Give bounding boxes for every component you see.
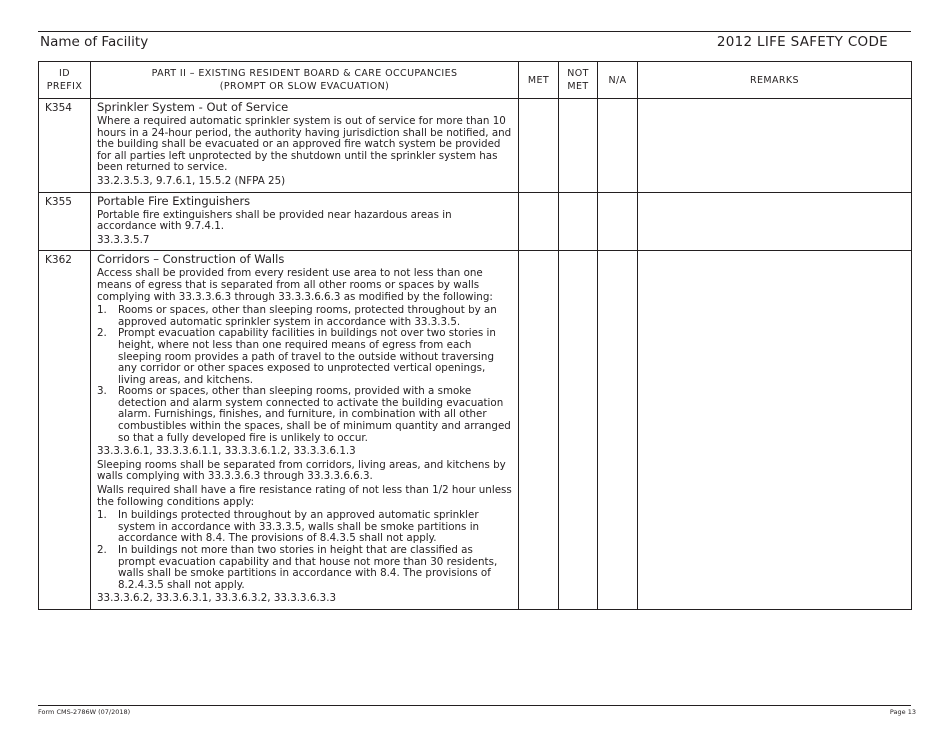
numbered-list [97, 305, 512, 444]
code-reference: 33.3.3.5.7 [97, 233, 150, 246]
checklist-table [38, 61, 912, 610]
remarks-cell[interactable] [638, 99, 912, 193]
code-reference: 33.3.3.6.2, 33.3.6.3.1, 33.3.6.3.2, 33.3.3.6.3.3 [97, 592, 337, 605]
page-number: Page 13 [889, 708, 916, 716]
requirement-text: Walls required shall have a fire resistance rating of not less than 1/2 hour unless the following conditions apply: [97, 484, 512, 508]
table-row [39, 99, 912, 193]
list-item [97, 305, 512, 328]
row-description [91, 251, 519, 610]
list-item-text: Prompt evacuation capability facilities in buildings not over two stories in height, where not less than one required means of egress from each sleeping room provides a path of travel to the outside without traversing any corridor or other spaces exposed to unprotected vertical openings, living areas, and kitchens. [118, 327, 496, 386]
list-item [97, 510, 512, 545]
remarks-cell[interactable] [638, 192, 912, 251]
list-item-number: 3. [97, 385, 107, 398]
not-met-cell[interactable] [559, 251, 598, 610]
col-remarks: REMARKS [638, 62, 912, 99]
row-title: Sprinkler System - Out of Service [97, 100, 289, 114]
facility-name-label: Name of Facility [40, 34, 149, 50]
header-row [39, 62, 912, 99]
list-item-number: 1. [97, 509, 107, 522]
code-reference: 33.2.3.5.3, 9.7.6.1, 15.5.2 (NFPA 25) [97, 174, 286, 187]
na-cell[interactable] [598, 251, 638, 610]
code-title: 2012 LIFE SAFETY CODE [716, 34, 888, 50]
top-rule [38, 31, 911, 32]
list-item-text: Rooms or spaces, other than sleeping rooms, protected throughout by an approved automatic sprinkler system in accordance with 33.3.3.5. [118, 304, 497, 328]
requirement-text: Where a required automatic sprinkler system is out of service for more than 10 hours in a 24-hour period, the authority having jurisdiction shall be notified, and the building shall be evacuated or an approved fire watch system be provided for all parties left unprotected by the shutdown until the sprinkler system has been returned to service. [97, 115, 512, 174]
list-item-number: 2. [97, 544, 107, 556]
numbered-list [97, 510, 512, 591]
list-item-text: Rooms or spaces, other than sleeping rooms, provided with a smoke detection and alarm system connected to activate the building evacuation alarm. Furnishings, finishes, and furniture, in combination with all other combustibles within the spaces, shall be of minimum quantity and arranged so that a fully developed fire is unlikely to occur. [118, 385, 511, 444]
row-title: Corridors – Construction of Walls [97, 252, 285, 267]
row-id-prefix: K362 [39, 251, 91, 610]
not-met-cell[interactable] [559, 99, 598, 193]
row-title: Portable Fire Extinguishers [97, 193, 251, 208]
list-item [97, 328, 512, 386]
not-met-cell[interactable] [559, 192, 598, 251]
list-item-text: In buildings not more than two stories in height that are classified as prompt evacuation capability and that house not more than 30 residents, walls shall be smoke partitions in accordance with 8.4. The provisions of 8.2.4.3.5 shall not apply. [118, 544, 498, 591]
requirement-text: Portable fire extinguishers shall be provided near hazardous areas in accordance with 9.7.4.1. [97, 208, 452, 233]
code-reference: 33.3.3.6.1, 33.3.3.6.1.1, 33.3.3.6.1.2, 33.3.3.6.1.3 [97, 445, 356, 458]
bottom-rule [38, 705, 911, 706]
col-met: MET [519, 62, 559, 99]
col-part-description: PART II – EXISTING RESIDENT BOARD & CARE OCCUPANCIES (PROMPT OR SLOW EVACUATION) [91, 62, 519, 99]
requirement-text: Access shall be provided from every resident use area to not less than one means of egress that is separated from all other rooms or spaces by walls complying with 33.3.3.6.3 through 33.3.3.6.6.3 as modified by the following: [97, 267, 493, 303]
table-row [39, 192, 912, 251]
met-cell[interactable] [519, 192, 559, 251]
na-cell[interactable] [598, 192, 638, 251]
list-item [97, 545, 512, 591]
list-item-text: In buildings protected throughout by an approved automatic sprinkler system in accordance with 33.3.3.5, walls shall be smoke partitions in accordance with 8.4. The provisions of 8.4.3.5 shall not apply. [118, 509, 480, 545]
requirement-text: Sleeping rooms shall be separated from corridors, living areas, and kitchens by walls complying with 33.3.3.6.3 through 33.3.3.6.6.3. [97, 458, 506, 483]
list-item-number: 2. [97, 327, 107, 340]
met-cell[interactable] [519, 99, 559, 193]
list-item [97, 386, 512, 444]
row-description [91, 192, 519, 251]
list-item-number: 1. [97, 304, 107, 317]
remarks-cell[interactable] [638, 251, 912, 610]
form-id: Form CMS-2786W (07/2018) [38, 708, 131, 716]
row-id-prefix: K354 [39, 99, 91, 193]
na-cell[interactable] [598, 99, 638, 193]
row-description [91, 99, 519, 193]
col-id-prefix: ID PREFIX [39, 62, 91, 99]
col-na: N/A [598, 62, 638, 99]
met-cell[interactable] [519, 251, 559, 610]
row-id-prefix: K355 [39, 192, 91, 251]
col-not-met: NOT MET [559, 62, 598, 99]
table-row [39, 251, 912, 610]
